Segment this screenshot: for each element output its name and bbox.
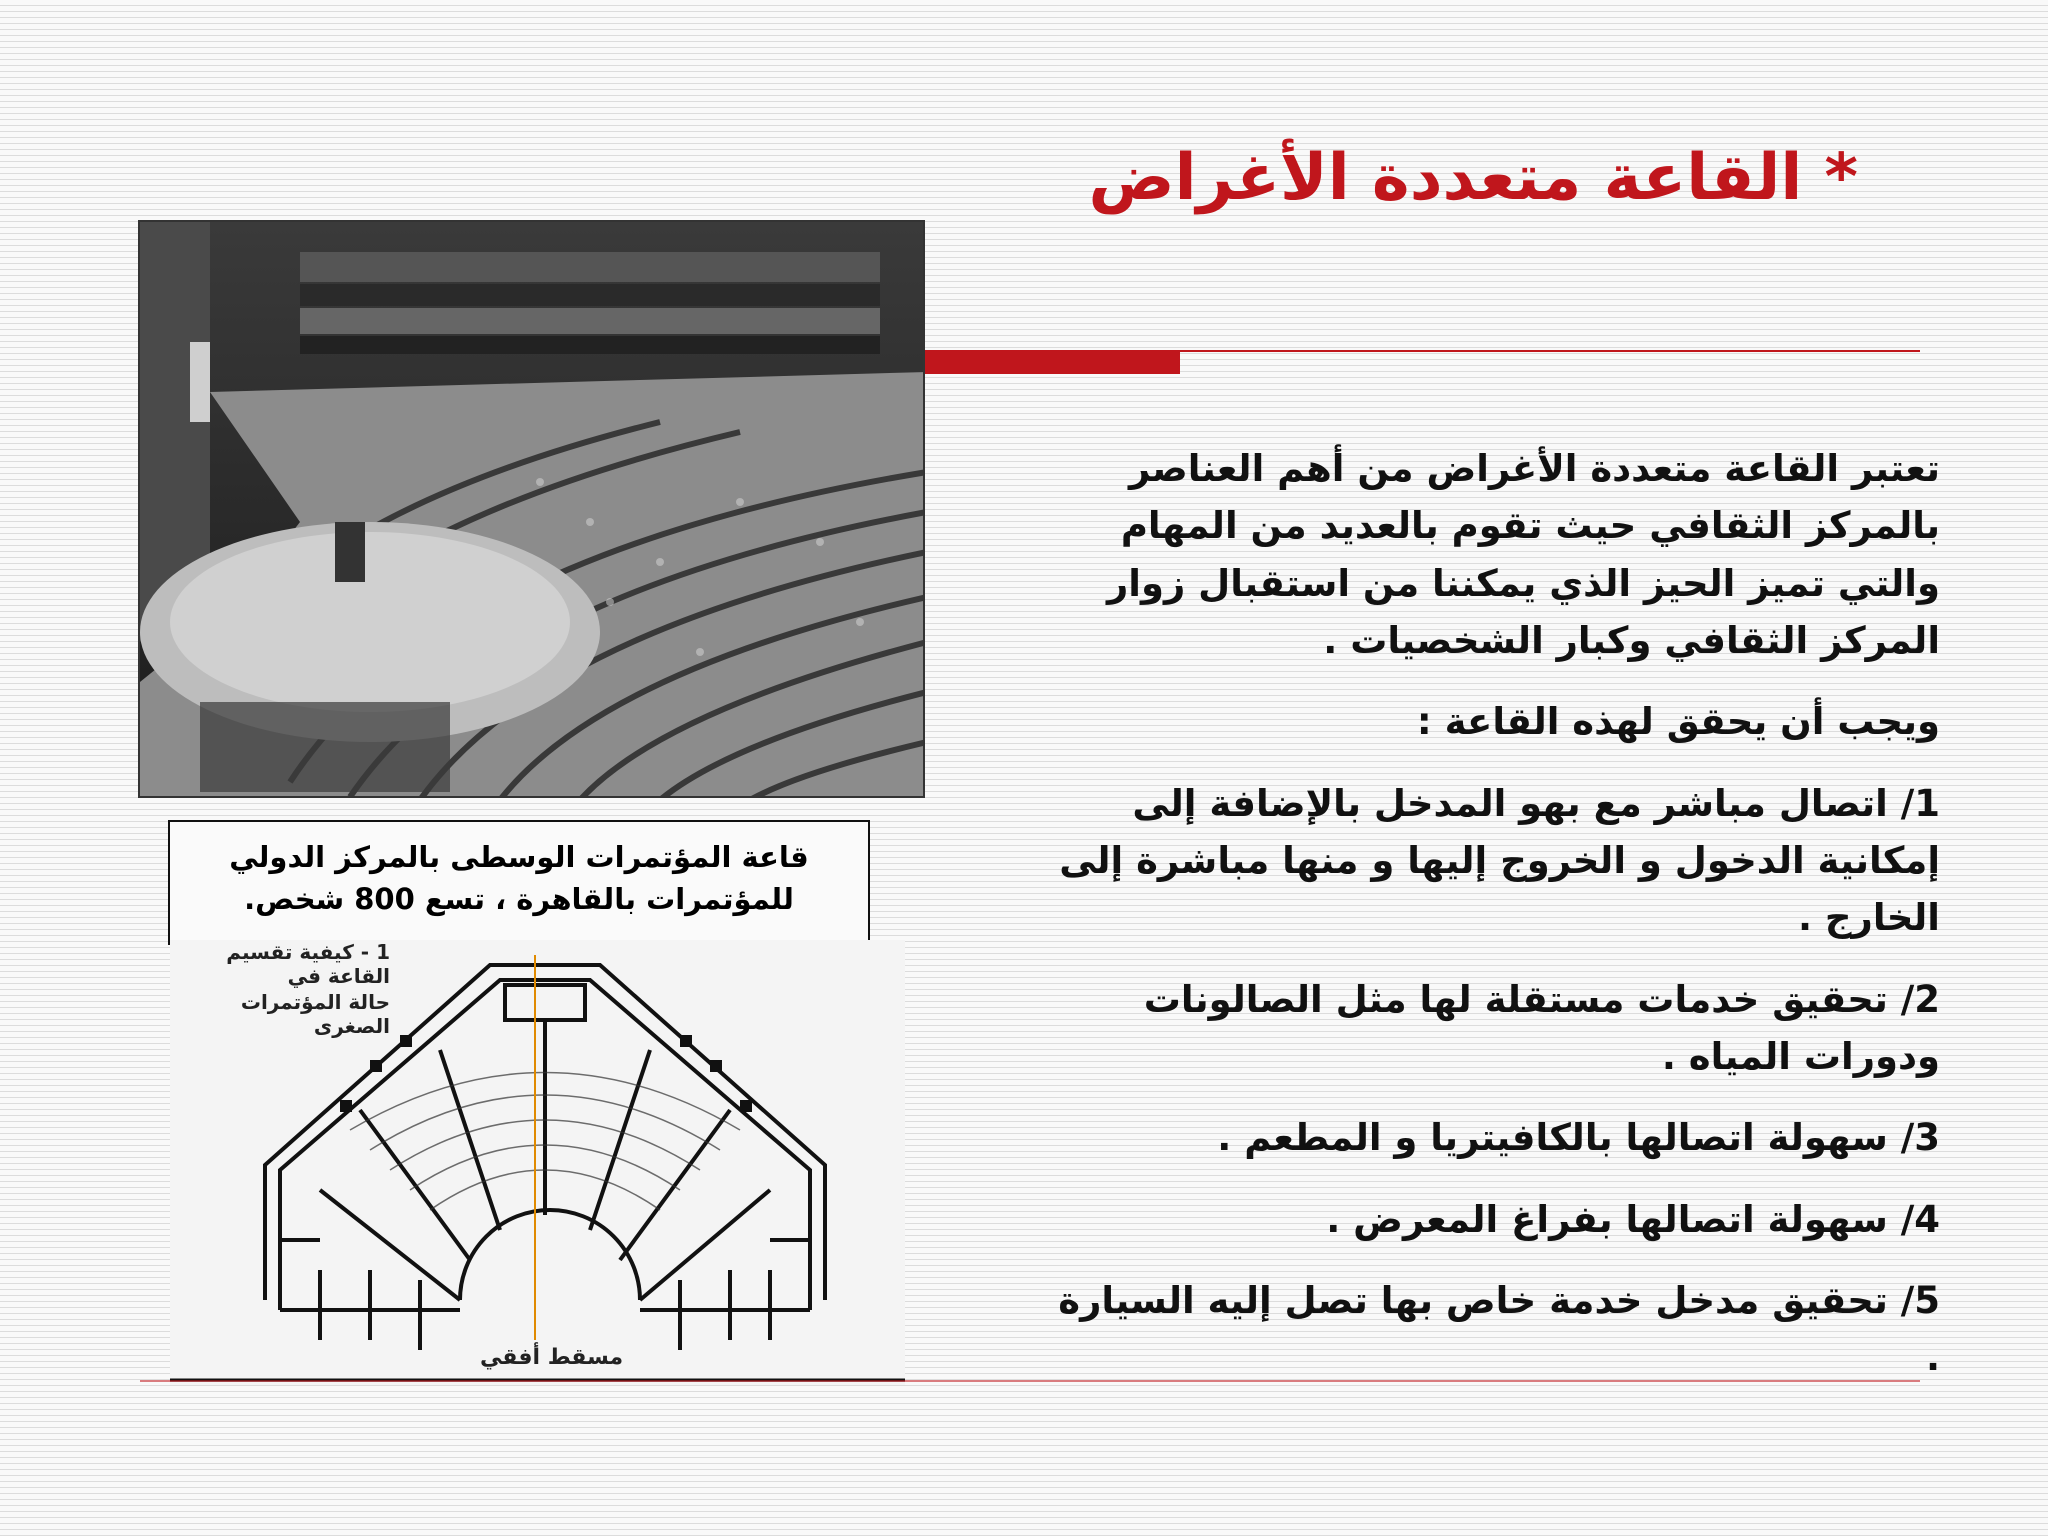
requirement-5: 5/ تحقيق مدخل خدمة خاص بها تصل إليه السيارة .	[1058, 1279, 1940, 1380]
auditorium-photo	[138, 220, 925, 798]
title-rule-accent	[925, 352, 1180, 374]
bottom-rule	[140, 1380, 1920, 1382]
photo-caption-line2: للمؤتمرات بالقاهرة ، تسع 800 شخص.	[244, 882, 794, 917]
intro-paragraph: تعتبر القاعة متعددة الأغراض من أهم العناصر بالمركز الثقافي حيث تقوم بالعديد من المهام والتي تميز الحيز الذي يمكننا من استقبال زوار المركز الثقافي وكبار الشخصيات .	[1106, 447, 1940, 663]
auditorium-photo-drawing	[140, 222, 925, 798]
floor-plan	[170, 940, 905, 1385]
floor-plan-drawing	[170, 940, 905, 1385]
requirement-1: 1/ اتصال مباشر مع بهو المدخل بالإضافة إلى إمكانية الدخول و الخروج إليها و منها مباشرة إلى الخارج .	[1059, 781, 1940, 940]
requirement-4: 4/ سهولة اتصالها بفراغ المعرض .	[1326, 1197, 1940, 1241]
plan-bottom-label: مسقط أفقي	[480, 1345, 624, 1370]
plan-heading-line2: حالة المؤتمرات الصغرى	[240, 990, 390, 1038]
photo-caption-line1: قاعة المؤتمرات الوسطى بالمركز الدولي	[229, 840, 809, 874]
photo-caption	[168, 820, 870, 945]
requirements-heading: ويجب أن يحقق لهذه القاعة :	[1416, 700, 1940, 744]
requirement-3: 3/ سهولة اتصالها بالكافيتريا و المطعم .	[1217, 1116, 1940, 1160]
body-text	[1050, 440, 1940, 1411]
plan-heading-line1: 1 - كيفية تقسيم القاعة في	[226, 940, 390, 988]
slide-title: * القاعة متعددة الأغراض	[1088, 141, 1858, 215]
requirement-2: 2/ تحقيق خدمات مستقلة لها مثل الصالونات ودورات المياه .	[1143, 977, 1940, 1079]
